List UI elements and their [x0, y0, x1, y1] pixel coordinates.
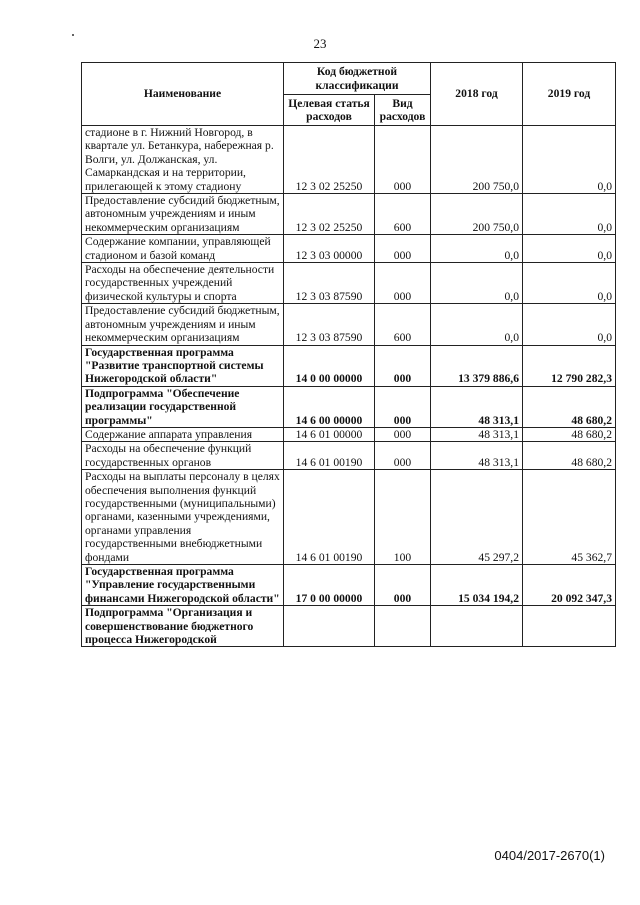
row-amount-2018: 45 297,2: [431, 470, 523, 565]
row-amount-2019: 48 680,2: [523, 386, 616, 427]
row-amount-2018: 15 034 194,2: [431, 565, 523, 606]
row-target-article: 14 0 00 00000: [284, 345, 375, 386]
row-expense-type: 000: [375, 345, 431, 386]
row-name: Государственная программа "Развитие транспортной системы Нижегородской области": [82, 345, 284, 386]
row-amount-2019: 0,0: [523, 126, 616, 194]
row-expense-type: 100: [375, 470, 431, 565]
row-expense-type: 600: [375, 304, 431, 345]
row-name: Содержание компании, управляющей стадионом и базой команд: [82, 235, 284, 263]
header-2019: 2019 год: [523, 63, 616, 126]
row-target-article: [284, 606, 375, 647]
table-row: [82, 386, 616, 427]
row-amount-2019: 48 680,2: [523, 442, 616, 470]
table-row: [82, 606, 616, 647]
page-number: 23: [313, 36, 327, 51]
table-row: [82, 470, 616, 565]
table-row: [82, 427, 616, 441]
row-name: Расходы на обеспечение функций государственных органов: [82, 442, 284, 470]
row-target-article: 14 6 01 00190: [284, 442, 375, 470]
row-expense-type: 000: [375, 427, 431, 441]
row-name: Предоставление субсидий бюджетным, автономным учреждениям и иным некоммерческим организациям: [82, 304, 284, 345]
row-name: Расходы на обеспечение деятельности государственных учреждений физической культуры и спорта: [82, 263, 284, 304]
budget-table: [81, 62, 616, 647]
row-name: Государственная программа "Управление государственными финансами Нижегородской области": [82, 565, 284, 606]
row-amount-2018: 200 750,0: [431, 194, 523, 235]
row-target-article: 14 6 00 00000: [284, 386, 375, 427]
row-amount-2019: 0,0: [523, 235, 616, 263]
row-name: Расходы на выплаты персоналу в целях обеспечения выполнения функций государственными (муниципальными) органами, казенными учреждениями, органами управления государственными внебюджетными фондами: [82, 470, 284, 565]
row-amount-2019: 48 680,2: [523, 427, 616, 441]
header-target-article: Целевая статья расходов: [284, 95, 375, 126]
row-amount-2018: 200 750,0: [431, 126, 523, 194]
table-row: [82, 304, 616, 345]
table-row: [82, 442, 616, 470]
row-target-article: 12 3 03 00000: [284, 235, 375, 263]
row-target-article: 12 3 03 87590: [284, 304, 375, 345]
row-amount-2019: 0,0: [523, 263, 616, 304]
header-name: Наименование: [82, 63, 284, 126]
table-body: [82, 126, 616, 647]
row-amount-2018: 0,0: [431, 235, 523, 263]
header-budget-code: Код бюджетной классификации: [284, 63, 431, 95]
row-amount-2019: 0,0: [523, 304, 616, 345]
document-code: 0404/2017-2670(1): [494, 848, 605, 863]
row-expense-type: [375, 606, 431, 647]
row-expense-type: 000: [375, 386, 431, 427]
row-amount-2018: 0,0: [431, 263, 523, 304]
row-target-article: 14 6 01 00000: [284, 427, 375, 441]
row-amount-2018: 48 313,1: [431, 386, 523, 427]
row-expense-type: 600: [375, 194, 431, 235]
row-amount-2018: 0,0: [431, 304, 523, 345]
row-target-article: 14 6 01 00190: [284, 470, 375, 565]
row-target-article: 12 3 02 25250: [284, 194, 375, 235]
row-amount-2018: 48 313,1: [431, 427, 523, 441]
row-expense-type: 000: [375, 565, 431, 606]
table-header: [82, 63, 616, 126]
row-amount-2019: 12 790 282,3: [523, 345, 616, 386]
row-amount-2019: 0,0: [523, 194, 616, 235]
row-target-article: 17 0 00 00000: [284, 565, 375, 606]
header-2018: 2018 год: [431, 63, 523, 126]
row-target-article: 12 3 03 87590: [284, 263, 375, 304]
row-name: Подпрограмма "Организация и совершенствование бюджетного процесса Нижегородской: [82, 606, 284, 647]
row-name: Подпрограмма "Обеспечение реализации государственной программы": [82, 386, 284, 427]
row-amount-2019: 20 092 347,3: [523, 565, 616, 606]
table-row: [82, 126, 616, 194]
row-name: Содержание аппарата управления: [82, 427, 284, 441]
row-amount-2018: [431, 606, 523, 647]
table-row: [82, 235, 616, 263]
table-row: [82, 345, 616, 386]
row-expense-type: 000: [375, 263, 431, 304]
row-amount-2019: 45 362,7: [523, 470, 616, 565]
table-row: [82, 263, 616, 304]
row-amount-2018: 13 379 886,6: [431, 345, 523, 386]
row-name: Предоставление субсидий бюджетным, автономным учреждениям и иным некоммерческим организациям: [82, 194, 284, 235]
row-expense-type: 000: [375, 126, 431, 194]
row-expense-type: 000: [375, 235, 431, 263]
row-amount-2018: 48 313,1: [431, 442, 523, 470]
row-target-article: 12 3 02 25250: [284, 126, 375, 194]
row-expense-type: 000: [375, 442, 431, 470]
header-expense-type: Вид расходов: [375, 95, 431, 126]
row-name: стадионе в г. Нижний Новгород, в квартале ул. Бетанкура, набережная р. Волги, ул. Должанская, ул. Самаркандская и на территории, прилегающей к этому стадиону: [82, 126, 284, 194]
table-row: [82, 194, 616, 235]
table-row: [82, 565, 616, 606]
row-amount-2019: [523, 606, 616, 647]
